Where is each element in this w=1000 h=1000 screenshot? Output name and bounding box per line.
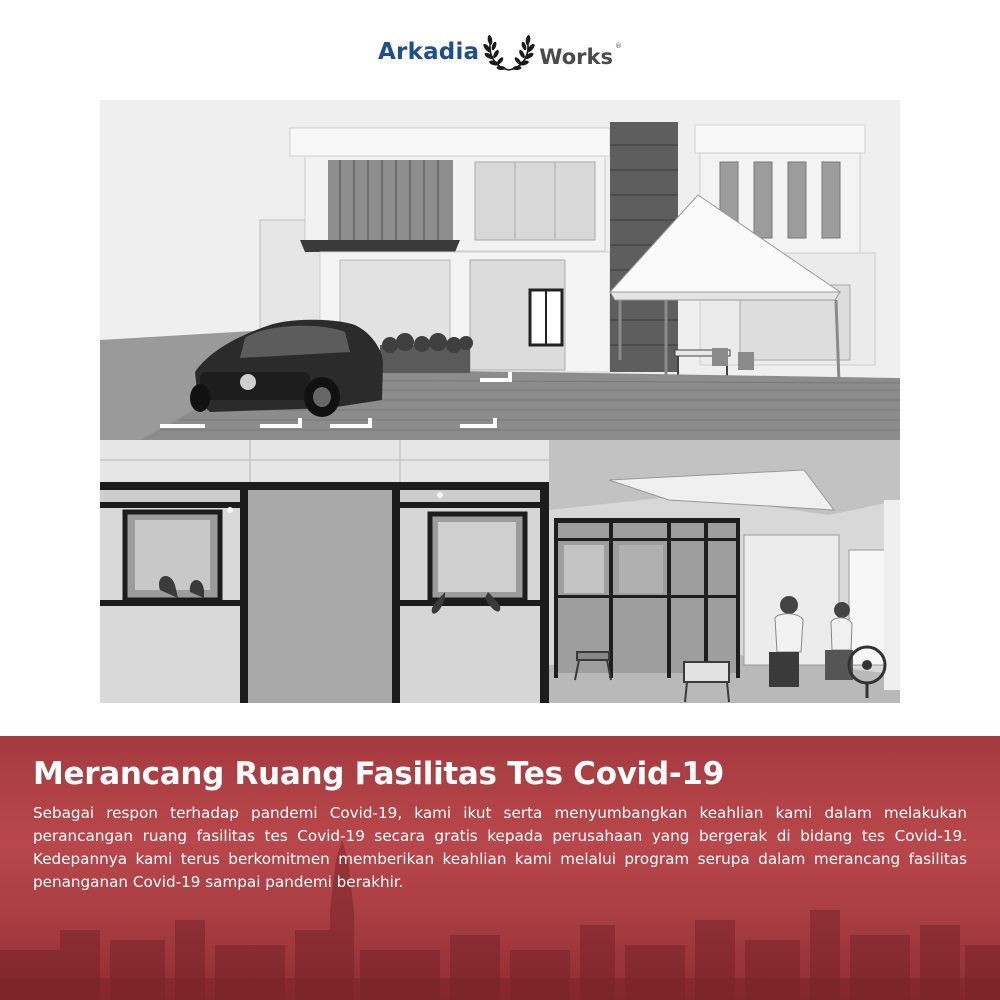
- laurel-wreath-icon: [481, 24, 537, 80]
- banner-title: Merancang Ruang Fasilitas Tes Covid-19: [33, 756, 724, 792]
- trademark-icon: ®: [614, 42, 622, 50]
- logo-word-left: Arkadia: [378, 39, 480, 65]
- brand-logo: [0, 22, 1000, 82]
- info-banner: [0, 736, 1000, 1000]
- building-render-image: [100, 100, 900, 440]
- banner-description: Sebagai respon terhadap pandemi Covid-19, kami ikut serta menyumbangkan keahlian kami dalam melakukan perancangan ruang fasilitas tes Covid-19 secara gratis kepada perusahaan yang bergerak di bidang tes Covid-19. Kedepannya kami terus berkomitmen memberikan keahlian kami melalui program serupa dalam merancang fasilitas penanganan Covid-19 sampai pandemi berakhir.: [33, 804, 967, 891]
- test-booth-photo: [100, 440, 549, 703]
- waiting-room-photo: [549, 440, 900, 703]
- logo-word-right: Works: [539, 45, 613, 69]
